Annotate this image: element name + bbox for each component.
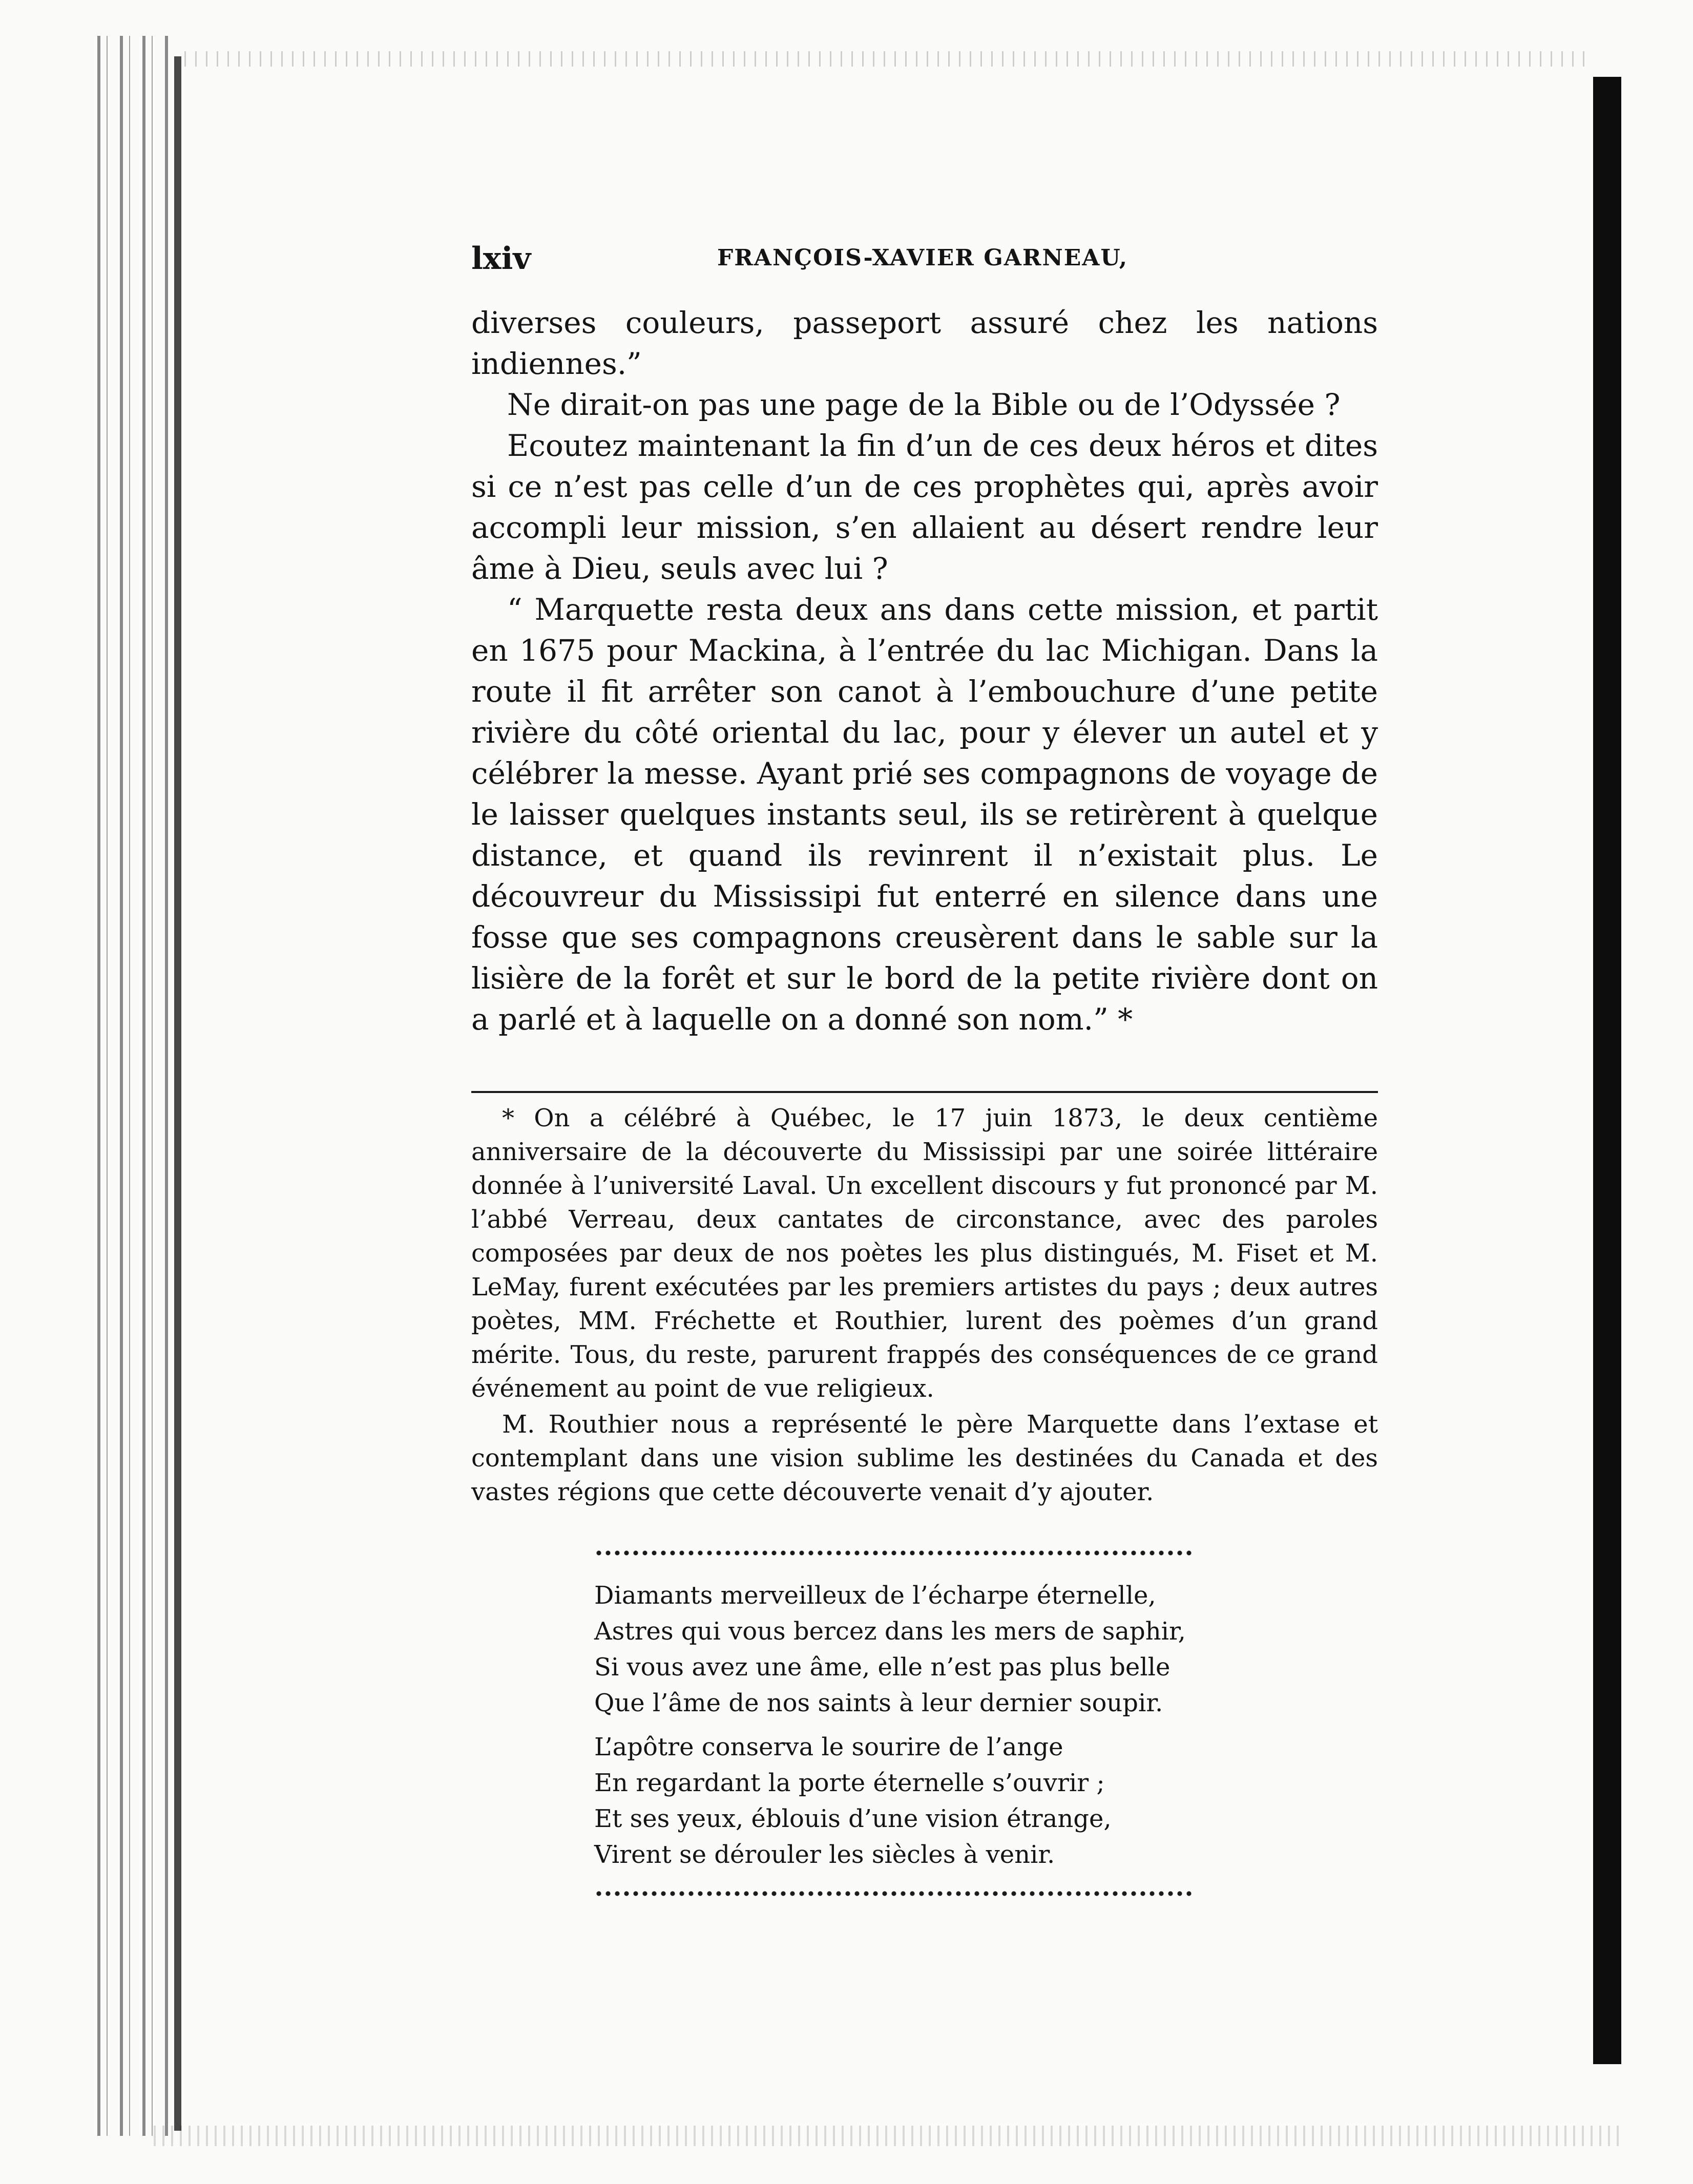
- body-paragraph: “ Marquette resta deux ans dans cette mission, et partit en 1675 pour Mackina, à l’entrée du lac Michigan. Dans la route il fit arrêter son canot à l’embouchure d’une petite rivière du côté oriental du lac, pour y élever un autel et y célébrer la messe. Ayant prié ses compagnons de voyage de le laisser quelques instants seul, ils se retirèrent à quelque distance, et quand ils revinrent il n’existait plus. Le découvreur du Mississipi fut enterré en silence dans une fosse que ses compagnons creusèrent dans le sable sur la lisière de la forêt et sur le bord de la petite rivière dont on a parlé et à laquelle on a donné son nom.” *: [471, 592, 1378, 1037]
- footnote: [471, 1101, 1378, 1511]
- poem: [594, 1578, 1311, 1881]
- scan-right-edge-bar: [1593, 77, 1621, 2064]
- poem-line: Si vous avez une âme, elle n’est pas plus belle: [594, 1653, 1171, 1682]
- scan-bottom-noise: [154, 2126, 1619, 2146]
- poem-line: Et ses yeux, éblouis d’une vision étrange,: [594, 1804, 1112, 1833]
- running-head: [461, 241, 1383, 277]
- footnote-paragraph: M. Routhier nous a représenté le père Marquette dans l’extase et contemplant dans une vision sublime les destinées du Canada et des vastes régions que cette découverte venait d’y ajouter.: [471, 1410, 1378, 1506]
- body-paragraph: diverses couleurs, passeport assuré chez les nations indiennes.”: [471, 305, 1378, 381]
- scan-left-binding-line: [174, 56, 181, 2131]
- footnote-paragraph: * On a célébré à Québec, le 17 juin 1873, le deux centième anniversaire de la découverte du Mississipi par une soirée littéraire donnée à l’université Laval. Un excellent discours y fut prononcé par M. l’abbé Verreau, deux cantates de circonstance, avec des paroles composées par deux de nos poètes les plus distingués, M. Fiset et M. LeMay, furent exécutées par les premiers artistes du pays ; deux autres poètes, MM. Fréchette et Routhier, lurent des poèmes d’un grand mérite. Tous, du reste, parurent frappés des conséquences de ce grand événement au point de vue religieux.: [471, 1104, 1378, 1403]
- poem-line: En regardant la porte éternelle s’ouvrir ;: [594, 1769, 1105, 1797]
- poem-line: Diamants merveilleux de l’écharpe éternelle,: [594, 1581, 1156, 1610]
- poem-line: L’apôtre conserva le sourire de l’ange: [594, 1733, 1063, 1761]
- scan-left-edge: [97, 36, 169, 2136]
- body-paragraph: Ne dirait-on pas une page de la Bible ou de l’Odyssée ?: [507, 387, 1341, 422]
- footnote-rule: [471, 1091, 1378, 1093]
- poem-dotted-rule-bottom: [594, 1890, 1194, 1897]
- body-paragraph: Ecoutez maintenant la fin d’un de ces deux héros et dites si ce n’est pas celle d’un de ces prophètes qui, après avoir accompli leur mission, s’en allaient au désert rendre leur âme à Dieu, seuls avec lui ?: [471, 428, 1378, 586]
- page-number: lxiv: [471, 241, 531, 277]
- scan-top-noise: [184, 51, 1588, 67]
- body-text: [471, 302, 1378, 1040]
- poem-line: Astres qui vous bercez dans les mers de saphir,: [594, 1617, 1186, 1646]
- poem-stanza: [594, 1578, 1311, 1721]
- poem-line: Que l’âme de nos saints à leur dernier soupir.: [594, 1689, 1163, 1717]
- poem-dotted-rule-top: [594, 1549, 1194, 1557]
- poem-stanza: [594, 1729, 1311, 1873]
- running-title: FRANÇOIS-XAVIER GARNEAU,: [717, 245, 1128, 271]
- poem-line: Virent se dérouler les siècles à venir.: [594, 1840, 1055, 1869]
